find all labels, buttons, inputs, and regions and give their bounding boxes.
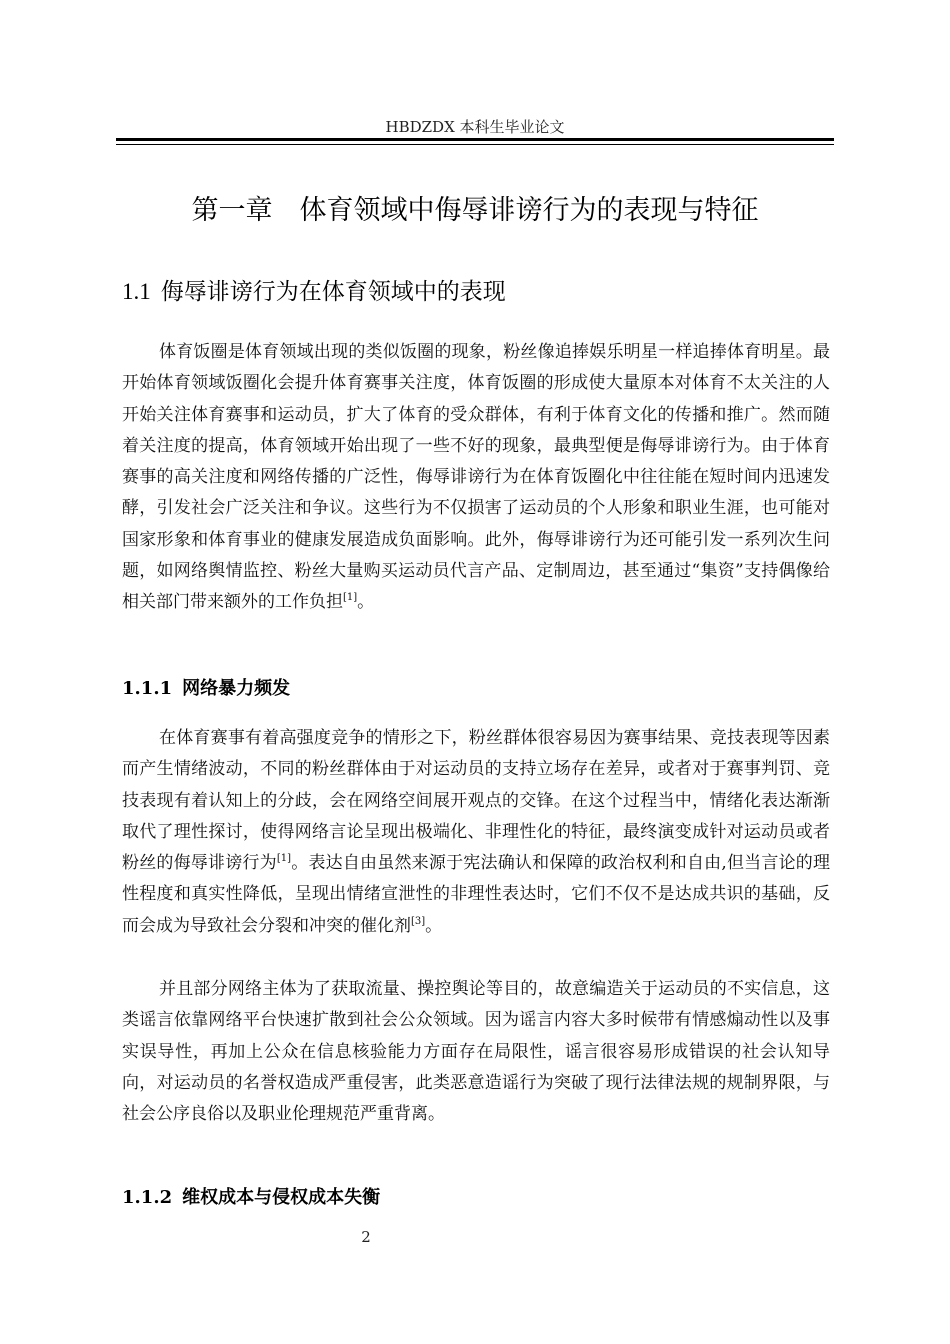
paragraph-text: 。表达自由虽然来源于宪法确认和保障的政治权利和自由,但当言论的理性程度和真实性降低，呈现出情绪宣泄性的非理性表达时，它们不仅不是达成共识的基础，反而会成为导致社会分裂和冲突的催化剂 [122,853,831,936]
page-number: 2 [361,1228,371,1246]
section-title: 侮辱诽谤行为在体育领域中的表现 [160,279,506,305]
paragraph-end: 。 [357,592,375,613]
subsection-number: 1.1.2 [122,1187,173,1208]
section-number: 1.1 [122,279,151,304]
paragraph-text: 在体育赛事有着高强度竞争的情形之下，粉丝群体很容易因为赛事结果、竞技表现等因素而产生情绪波动，不同的粉丝群体由于对运动员的支持立场存在差异，或者对于赛事判罚、竞技表现有着认知上的分歧，会在网络空间展开观点的交锋。在这个过程当中，情绪化表达渐渐取代了理性探讨，使得网络言论呈现出极端化、非理性化的特征，最终演变成针对运动员或者粉丝的侮辱诽谤行为 [122,728,830,874]
citation-ref: [1] [343,592,358,604]
paragraph-end: 。 [425,915,443,936]
chapter-title: 第一章 体育领域中侮辱诽谤行为的表现与特征 [191,195,759,226]
body-paragraph: 并且部分网络主体为了获取流量、操控舆论等目的，故意编造关于运动员的不实信息，这类谣言依靠网络平台快速扩散到社会公众领域。因为谣言内容大多时候带有情感煽动性以及事实误导性，再加上公众在信息核验能力方面存在局限性，谣言很容易形成错误的社会认知导向，对运动员的名誉权造成严重侵害，此类恶意造谣行为突破了现行法律法规的规制界限，与社会公序良俗以及职业伦理规范严重背离。 [122,979,830,1125]
header-rule-thick [116,138,834,141]
subsection-heading [122,674,290,700]
header-rule-thin [116,144,834,145]
page-header: HBDZDX 本科生毕业论文 [385,118,565,136]
subsection-title: 网络暴力频发 [182,678,291,699]
citation-ref: [3] [411,915,426,927]
subsection-title: 维权成本与侵权成本失衡 [182,1187,381,1208]
subsection-number: 1.1.1 [122,678,173,699]
citation-ref: [1] [276,853,292,865]
section-heading [122,273,506,306]
subsection-heading [122,1183,380,1209]
body-paragraph [122,723,830,942]
paragraph-text: 体育饭圈是体育领域出现的类似饭圈的现象，粉丝像追捧娱乐明星一样追捧体育明星。最开始体育领域饭圈化会提升体育赛事关注度，体育饭圈的形成使大量原本对体育不太关注的人开始关注体育赛事和运动员，扩大了体育的受众群体，有利于体育文化的传播和推广。然而随着关注度的提高，体育领域开始出现了一些不好的现象，最典型便是侮辱诽谤行为。由于体育赛事的高关注度和网络传播的广泛性，侮辱诽谤行为在体育饭圈化中往往能在短时间内迅速发酵，引发社会广泛关注和争议。这些行为不仅损害了运动员的个人形象和职业生涯，也可能对国家形象和体育事业的健康发展造成负面影响。此外，侮辱诽谤行为还可能引发一系列次生问题，如网络舆情监控、粉丝大量购买运动员代言产品、定制周边，甚至通过“集资”支持偶像给相关部门带来额外的工作负担 [122,342,830,613]
body-paragraph [122,337,830,619]
